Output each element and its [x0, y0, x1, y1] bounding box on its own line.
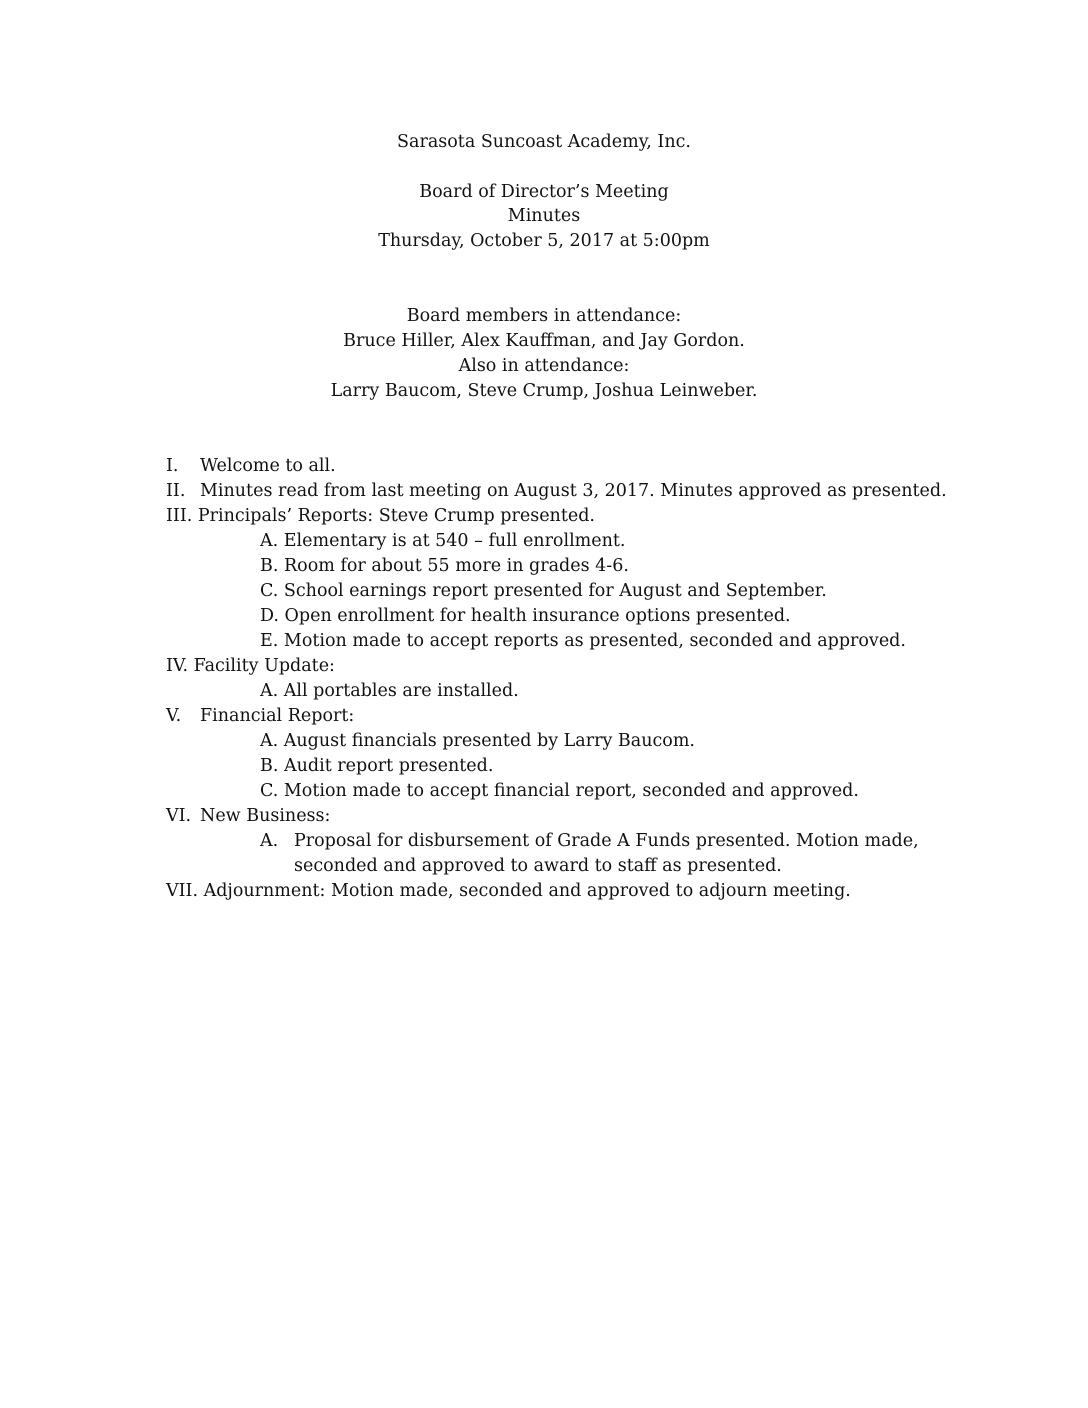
- document-type: Minutes: [507, 206, 581, 226]
- agenda-subitem: C. School earnings report presented for August and September.: [260, 581, 827, 601]
- agenda-item-number: I.: [166, 456, 179, 476]
- agenda-item-text: Welcome to all.: [200, 456, 336, 476]
- also-attendance-list: Larry Baucom, Steve Crump, Joshua Leinweber.: [330, 381, 758, 401]
- meeting-datetime: Thursday, October 5, 2017 at 5:00pm: [378, 231, 710, 251]
- agenda-item-vii: VII. Adjournment: Motion made, seconded and approved to adjourn meeting.: [166, 881, 851, 901]
- agenda-subitem: A. August financials presented by Larry Baucom.: [260, 731, 695, 751]
- agenda-subitem: B. Audit report presented.: [260, 756, 494, 776]
- agenda-item-iv: IV. Facility Update:: [166, 656, 335, 676]
- agenda-subitem-text: Proposal for disbursement of Grade A Funds presented. Motion made,: [294, 831, 919, 851]
- agenda-item-text: New Business:: [200, 806, 331, 826]
- agenda-subitem: A. All portables are installed.: [260, 681, 519, 701]
- agenda-item-text: Financial Report:: [200, 706, 355, 726]
- agenda-item-text: Minutes read from last meeting on August 3, 2017. Minutes approved as presented.: [200, 481, 947, 501]
- organization-name: Sarasota Suncoast Academy, Inc.: [397, 132, 691, 152]
- agenda-subitem: E. Motion made to accept reports as presented, seconded and approved.: [260, 631, 906, 651]
- agenda-subitem: C. Motion made to accept financial report, seconded and approved.: [260, 781, 859, 801]
- board-members-list: Bruce Hiller, Alex Kauffman, and Jay Gordon.: [343, 331, 745, 351]
- agenda-item-number: VI.: [166, 806, 192, 826]
- agenda-subitem-number: A.: [260, 831, 279, 851]
- agenda-item-number: V.: [166, 706, 182, 726]
- agenda-subitem-continuation: seconded and approved to award to staff as presented.: [294, 856, 782, 876]
- agenda-subitem: D. Open enrollment for health insurance options presented.: [260, 606, 791, 626]
- also-attendance-label: Also in attendance:: [458, 356, 630, 376]
- agenda-item-iii: III. Principals’ Reports: Steve Crump presented.: [166, 506, 595, 526]
- meeting-title: Board of Director’s Meeting: [419, 182, 669, 202]
- agenda-subitem: A. Elementary is at 540 – full enrollment.: [260, 531, 626, 551]
- agenda-subitem: B. Room for about 55 more in grades 4-6.: [260, 556, 629, 576]
- agenda-item-number: II.: [166, 481, 186, 501]
- board-attendance-label: Board members in attendance:: [406, 306, 682, 326]
